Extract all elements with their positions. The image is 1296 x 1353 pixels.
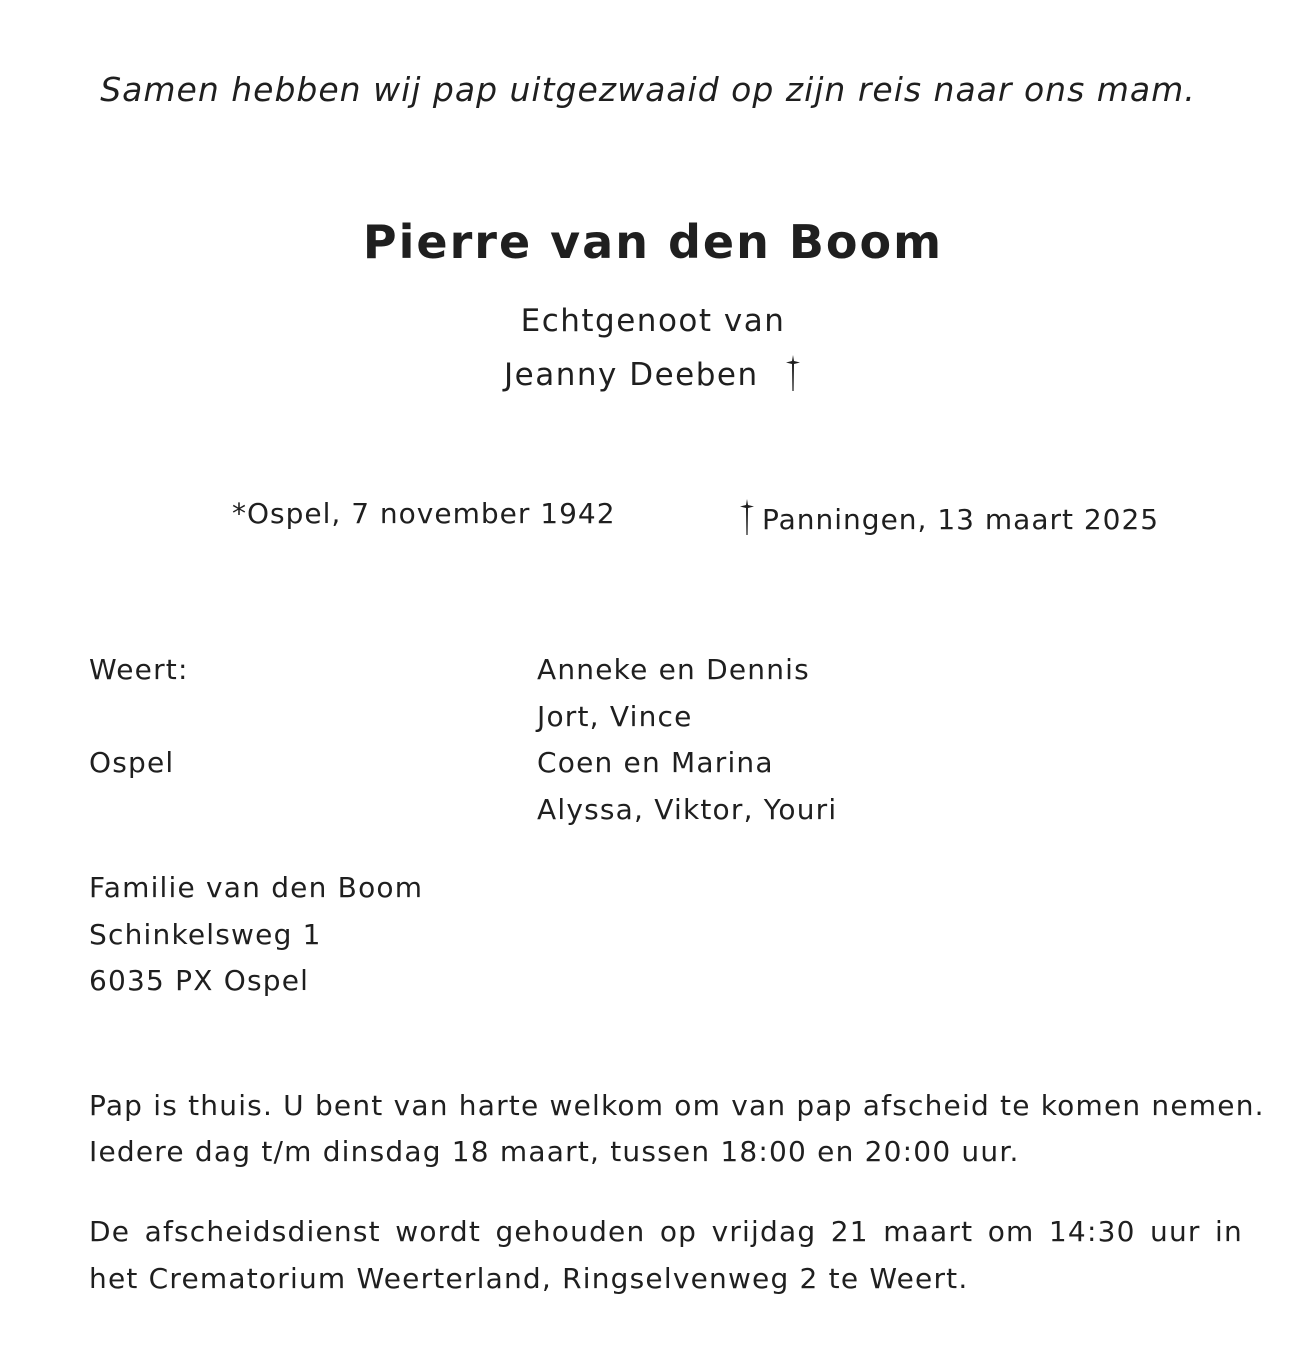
death-date: Panningen, 13 maart 2025 <box>762 503 1160 536</box>
service-paragraph: De afscheidsdienst wordt gehouden op vrijdag 21 maart om 14:30 uur in het Crematorium Weerterland, Ringselvenweg 2 te Weert. <box>89 1215 1243 1295</box>
address-line-3: 6035 PX Ospel <box>89 964 310 997</box>
relation-label: Echtgenoot van <box>520 303 786 339</box>
cross-icon <box>738 497 756 537</box>
address-line-2: Schinkelsweg 1 <box>89 918 322 951</box>
birth-date: *Ospel, 7 november 1942 <box>232 497 616 530</box>
spouse-name: Jeanny Deeben <box>504 357 759 393</box>
family-place-ospel: Ospel <box>89 746 175 779</box>
visit-line-1: Pap is thuis. U bent van harte welkom om van pap afscheid te komen nemen. <box>89 1089 1265 1122</box>
address-line-1: Familie van den Boom <box>89 871 424 904</box>
deceased-name: Pierre van den Boom <box>362 215 944 269</box>
family-place-weert: Weert: <box>89 653 189 686</box>
visit-line-2: Iedere dag t/m dinsdag 18 maart, tussen 18:00 en 20:00 uur. <box>89 1135 1020 1168</box>
family-names: Alyssa, Viktor, Youri <box>537 793 838 826</box>
family-names: Coen en Marina <box>537 746 774 779</box>
opening-quote: Samen hebben wij pap uitgezwaaid op zijn reis naar ons mam. <box>100 70 1196 109</box>
spouse-line <box>0 353 1296 393</box>
family-names: Jort, Vince <box>537 700 693 733</box>
cross-icon <box>784 353 802 393</box>
family-names: Anneke en Dennis <box>537 653 810 686</box>
death-date-line <box>738 497 1159 537</box>
